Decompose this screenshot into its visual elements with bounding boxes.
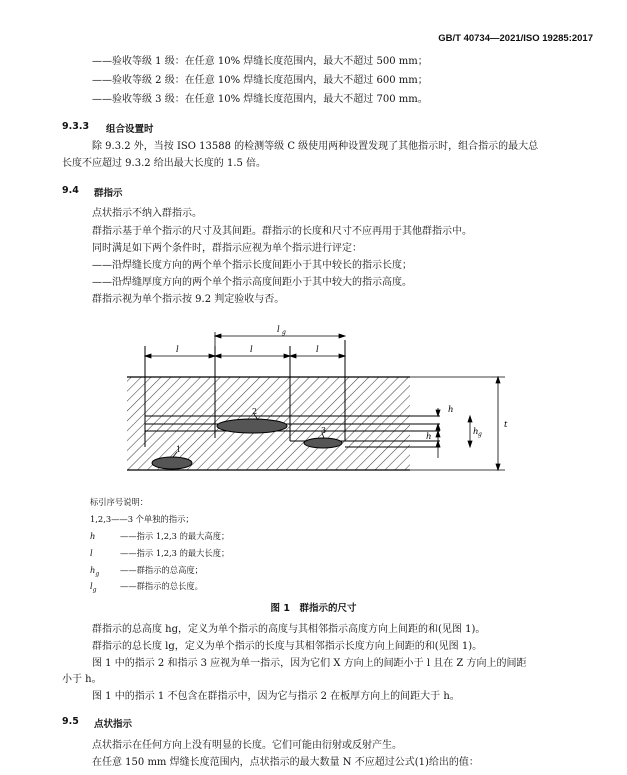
paragraph-indication-2-3-cont: 小于 h。 bbox=[62, 674, 102, 685]
section-9-4-number: 9.4 bbox=[62, 185, 79, 196]
legend-item: $l_g$ ——群指示的总长度。 bbox=[90, 581, 203, 594]
figure-caption: 图 1 群指示的尺寸 bbox=[270, 603, 357, 614]
legend-item: h ——指示 1,2,3 的最大高度； bbox=[90, 531, 230, 541]
section-9-4-title: 群指示 bbox=[94, 188, 123, 199]
section-9-4-line: ——沿焊缝长度方向的两个单个指示长度间距小于其中较长的指示长度； bbox=[92, 260, 412, 271]
section-9-4-line: 群指示基于单个指示的尺寸及其间距。群指示的长度和尺寸不应再用于其他群指示中。 bbox=[92, 226, 472, 237]
indication-3 bbox=[304, 438, 342, 448]
paragraph-indication-2-3: 图 1 中的指示 2 和指示 3 应视为单一指示，因为它们 X 方向上的间距小于 l 且在 Z 方向上的间距 bbox=[92, 658, 527, 669]
section-9-3-3-number: 9.3.3 bbox=[62, 121, 90, 132]
indication-2 bbox=[217, 419, 287, 433]
section-9-5-number: 9.5 bbox=[62, 716, 79, 727]
l-label-2: l bbox=[250, 345, 253, 355]
paragraph-hg: 群指示的总高度 hg，定义为单个指示的高度与其相邻指示高度方向上间距的和(见图 1)。 bbox=[92, 624, 486, 635]
hg-label: h bbox=[473, 427, 479, 437]
section-9-5-line2: 在任意 150 mm 焊缝长度范围内，点状指示的最大数量 N 不应超过公式(1)给出的值： bbox=[92, 757, 479, 768]
document-id: GB/T 40734—2021/ISO 19285:2017 bbox=[438, 33, 593, 44]
section-9-4-line: ——沿焊缝厚度方向的两个单个指示高度间距小于其中较大的指示高度。 bbox=[92, 277, 412, 288]
section-9-3-3-title: 组合设置时 bbox=[106, 124, 154, 135]
group-indication-figure bbox=[0, 310, 627, 490]
indication-1-number: 1 bbox=[176, 445, 182, 454]
acceptance-level-1: ——验收等级 1 级：在任意 10% 焊缝长度范围内，最大不超过 500 mm； bbox=[92, 56, 428, 67]
l-label-1: l bbox=[176, 345, 179, 355]
t-label: t bbox=[504, 420, 508, 430]
section-9-5-line1: 点状指示在任何方向上没有明显的长度。它们可能由衍射或反射产生。 bbox=[92, 740, 402, 751]
paragraph-lg: 群指示的总长度 lg，定义为单个指示的长度与其相邻指示长度方向上间距的和(见图 1)。 bbox=[92, 641, 483, 652]
paragraph-indication-1: 图 1 中的指示 1 不包含在群指示中，因为它与指示 2 在板厚方向上的间距大于 h。 bbox=[92, 691, 460, 702]
section-9-4-line: 同时满足如下两个条件时，群指示应视为单个指示进行评定： bbox=[92, 243, 362, 254]
legend-item: 1,2,3——3 个单独的指示； bbox=[90, 514, 194, 524]
section-9-4-line: 点状指示不纳入群指示。 bbox=[92, 208, 202, 219]
section-9-3-3-line1: 除 9.3.2 外，当按 ISO 13588 的检测等级 C 级使用两种设置发现了其他指示时，组合指示的最大总 bbox=[92, 141, 539, 152]
l-label-3: l bbox=[316, 345, 319, 355]
indication-1 bbox=[152, 457, 192, 469]
legend-item: $h_g$ ——群指示的总高度； bbox=[90, 565, 203, 578]
indication-2-number: 2 bbox=[252, 407, 258, 416]
section-9-5-title: 点状指示 bbox=[94, 719, 133, 730]
h-label-top: h bbox=[448, 405, 454, 415]
acceptance-level-3: ——验收等级 3 级：在任意 10% 焊缝长度范围内，最大不超过 700 mm。 bbox=[92, 94, 428, 105]
lg-label: l bbox=[277, 325, 280, 335]
indication-3-number: 3 bbox=[321, 426, 327, 435]
section-9-4-line: 群指示视为单个指示按 9.2 判定验收与否。 bbox=[92, 294, 285, 305]
legend-item: l ——指示 1,2,3 的最大长度； bbox=[90, 548, 230, 558]
lg-subscript: g bbox=[282, 329, 286, 336]
acceptance-level-2: ——验收等级 2 级：在任意 10% 焊缝长度范围内，最大不超过 600 mm； bbox=[92, 75, 428, 86]
section-9-3-3-line2: 长度不应超过 9.3.2 给出最大长度的 1.5 倍。 bbox=[62, 158, 267, 169]
hg-subscript: g bbox=[478, 431, 482, 438]
h-label-bottom: h bbox=[426, 432, 432, 442]
legend-title: 标引序号说明： bbox=[90, 497, 149, 507]
